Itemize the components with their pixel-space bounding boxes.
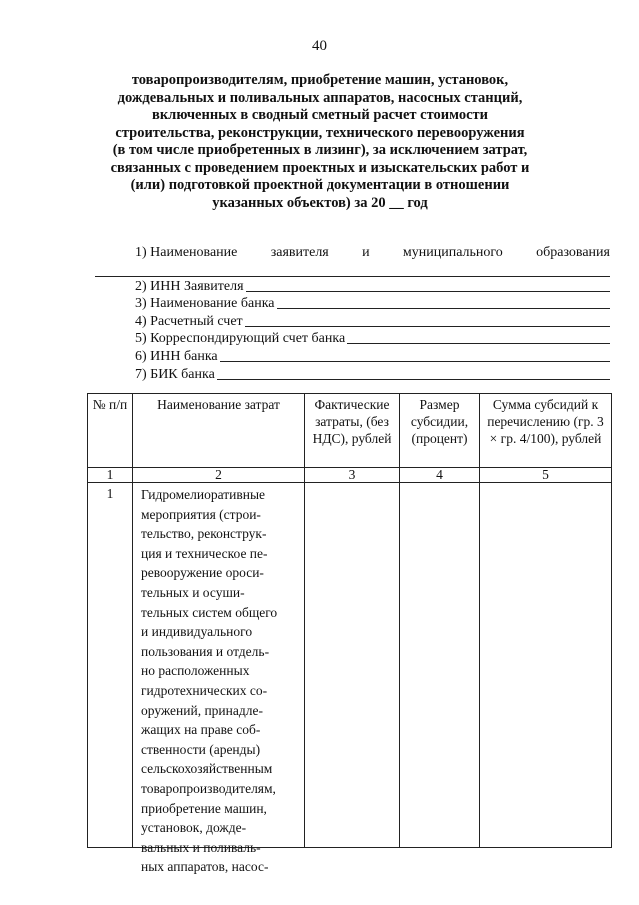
cost-name-line: мероприятия (строи- [141,506,261,522]
column-number: 2 [133,468,305,483]
costs-table [87,393,612,875]
row-subsidy-rate [400,483,480,848]
column-number: 3 [305,468,400,483]
applicant-name-label [95,244,610,262]
header-subsidy-amount: Сумма субсидий к перечислению (гр. 3 × гр. 4/100), рублей [480,394,612,468]
cost-name-line: тельство, реконструк- [141,526,267,542]
table-header-row [88,394,612,468]
applicant-inn-field [95,277,610,295]
cost-name-line: приобретение машин, [141,800,267,816]
cost-name-line: ция и техническое пе- [141,545,268,561]
cost-name-line: ственности (аренды) [141,741,261,757]
table-row [88,483,612,848]
cost-name-line: ных аппаратов, насос- [141,859,269,875]
account-field [95,312,610,330]
blank-line [220,361,610,362]
cost-name-text [141,485,302,875]
field-label: 5) Корреспондирующий счет банка [135,331,346,347]
heading-line: товаропроизводителям, приобретение машин, установок, [131,72,509,88]
field-label: 6) ИНН банка [135,348,218,364]
cost-name-line: сельскохозяйственным [141,761,273,777]
cost-name-line: пользования и отдель- [141,643,270,659]
cost-name-line: гидротехнических со- [141,682,268,698]
cost-name-line: тельных систем общего [141,604,278,620]
bank-name-field [95,295,610,313]
cost-name-line: тельных и осуши- [141,584,245,600]
blank-line [246,291,610,292]
cost-name-line: и индивидуального [141,624,253,640]
heading-line: связанных с проведением проектных и изыскательских работ и [110,159,530,176]
label-word: муниципального [402,245,503,260]
heading-line: (или) подготовкой проектной документации в отношении [130,177,510,193]
heading-line: указанных объектов) за 20 __ год [212,194,428,211]
cost-name-line: установок, дожде- [141,820,247,836]
applicant-fields [95,244,610,383]
column-number: 1 [88,468,133,483]
heading-line: включенных в сводный сметный расчет стоимости [152,107,488,123]
field-label: 7) БИК банка [135,366,215,382]
bank-inn-field [95,347,610,365]
field-label: 4) Расчетный счет [135,313,243,329]
heading-line: (в том числе приобретенных в лизинг), за исключением затрат, [112,142,528,158]
column-number: 5 [480,468,612,483]
header-number: № п/п [88,394,133,468]
cost-name-line: ревооружение ороси- [141,565,264,581]
cost-name-line: Гидромелиоративные [141,487,266,502]
blank-line [217,379,610,380]
heading-line: дождевальных и поливальных аппаратов, насосных станций, [117,89,523,106]
label-word: и [362,245,370,260]
column-number: 4 [400,468,480,483]
blank-line [347,343,610,344]
column-number-row [88,468,612,483]
header-subsidy-rate: Размер субсидии, (процент) [400,394,480,468]
heading-line: строительства, реконструкции, технического перевооружения [115,124,525,141]
applicant-name-line [95,262,610,277]
label-word: образования [536,245,610,260]
label-word: 1) Наименование [135,245,238,260]
cost-name-line: оружений, принадле- [141,702,263,718]
blank-line [277,308,610,309]
cost-name-line: жащих на праве соб- [141,722,261,738]
document-heading [110,72,530,212]
correspondent-account-field [95,330,610,348]
row-subsidy-amount [480,483,612,848]
header-cost-name: Наименование затрат [133,394,305,468]
cost-name-line: но расположенных [141,663,250,679]
field-label: 3) Наименование банка [135,296,275,312]
row-number: 1 [88,483,133,848]
bik-field [95,365,610,383]
header-actual-costs: Фактические затраты, (без НДС), рублей [305,394,400,468]
row-cost-name [133,483,305,875]
field-label: 2) ИНН Заявителя [135,278,244,294]
cost-name-line: вальных и поливаль- [141,839,261,855]
blank-line [245,326,610,327]
label-word: заявителя [270,245,329,260]
row-actual-costs [305,483,400,848]
cost-name-line: товаропроизводителям, [141,780,276,796]
page-number: 40 [312,38,327,54]
